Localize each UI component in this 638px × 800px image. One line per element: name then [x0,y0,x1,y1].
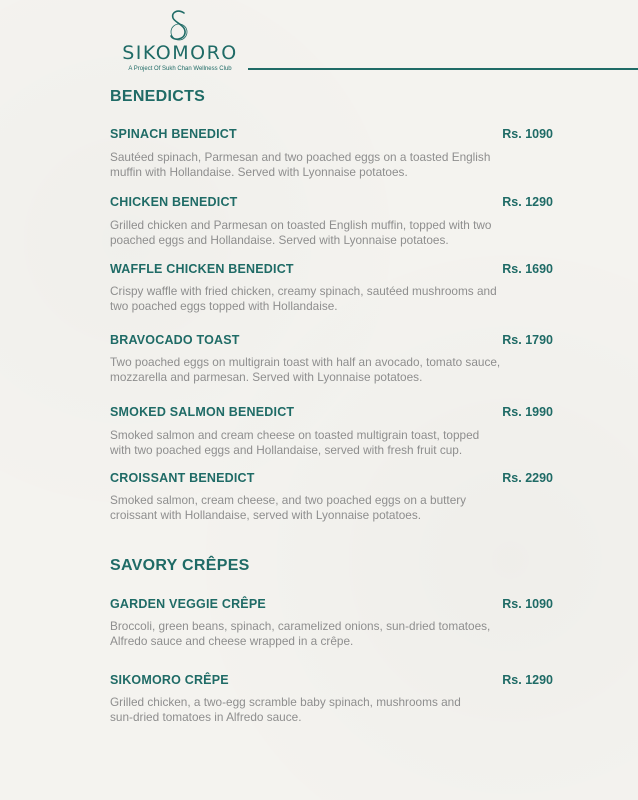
item-name: CROISSANT BENEDICT [110,471,255,485]
item-price: Rs. 1790 [502,333,553,347]
item-name: SMOKED SALMON BENEDICT [110,405,295,419]
item-description: Smoked salmon, cream cheese, and two poached eggs on a buttery croissant with Hollandaise, served with Lyonnaise potatoes. [110,493,467,522]
item-name: SPINACH BENEDICT [110,127,237,141]
item-description: Two poached eggs on multigrain toast with half an avocado, tomato sauce, mozzarella and parmesan. Served with Lyonnaise potatoes. [110,355,501,384]
item-price: Rs. 1090 [502,597,553,611]
item-name: CHICKEN BENEDICT [110,195,238,209]
item-price: Rs. 1690 [502,262,553,276]
item-name: SIKOMORO CRÊPE [110,673,229,687]
section-title-benedicts: BENEDICTS [110,88,206,105]
item-price: Rs. 2290 [502,471,553,485]
header-divider [248,68,638,70]
brand-tagline: A Project Of Sukh Chan Wellness Club [128,66,232,72]
item-name: GARDEN VEGGIE CRÊPE [110,597,266,611]
item-description: Sautéed spinach, Parmesan and two poached eggs on a toasted English muffin with Hollandaise. Served with Lyonnaise potatoes. [110,150,491,179]
brand-name: SIKOMORO [122,42,238,64]
item-description: Grilled chicken and Parmesan on toasted English muffin, topped with two poached eggs and Hollandaise. Served with Lyonnaise potatoes. [110,218,492,247]
item-name: WAFFLE CHICKEN BENEDICT [110,262,294,276]
item-price: Rs. 1290 [502,195,553,209]
section-title-savory-crepes: SAVORY CRÊPES [110,557,250,574]
logo [110,4,250,76]
item-price: Rs. 1990 [502,405,553,419]
item-description: Smoked salmon and cream cheese on toasted multigrain toast, topped with two poached eggs and Hollandaise, served with fresh fruit cup. [110,428,480,457]
logo-mark-icon [164,8,194,44]
item-description: Broccoli, green beans, spinach, caramelized onions, sun-dried tomatoes, Alfredo sauce and cheese wrapped in a crêpe. [110,619,491,648]
item-name: BRAVOCADO TOAST [110,333,240,347]
item-description: Crispy waffle with fried chicken, creamy spinach, sautéed mushrooms and two poached eggs topped with Hollandaise. [110,284,497,313]
item-price: Rs. 1090 [502,127,553,141]
item-price: Rs. 1290 [502,673,553,687]
item-description: Grilled chicken, a two-egg scramble baby spinach, mushrooms and sun-dried tomatoes in Alfredo sauce. [110,695,461,724]
